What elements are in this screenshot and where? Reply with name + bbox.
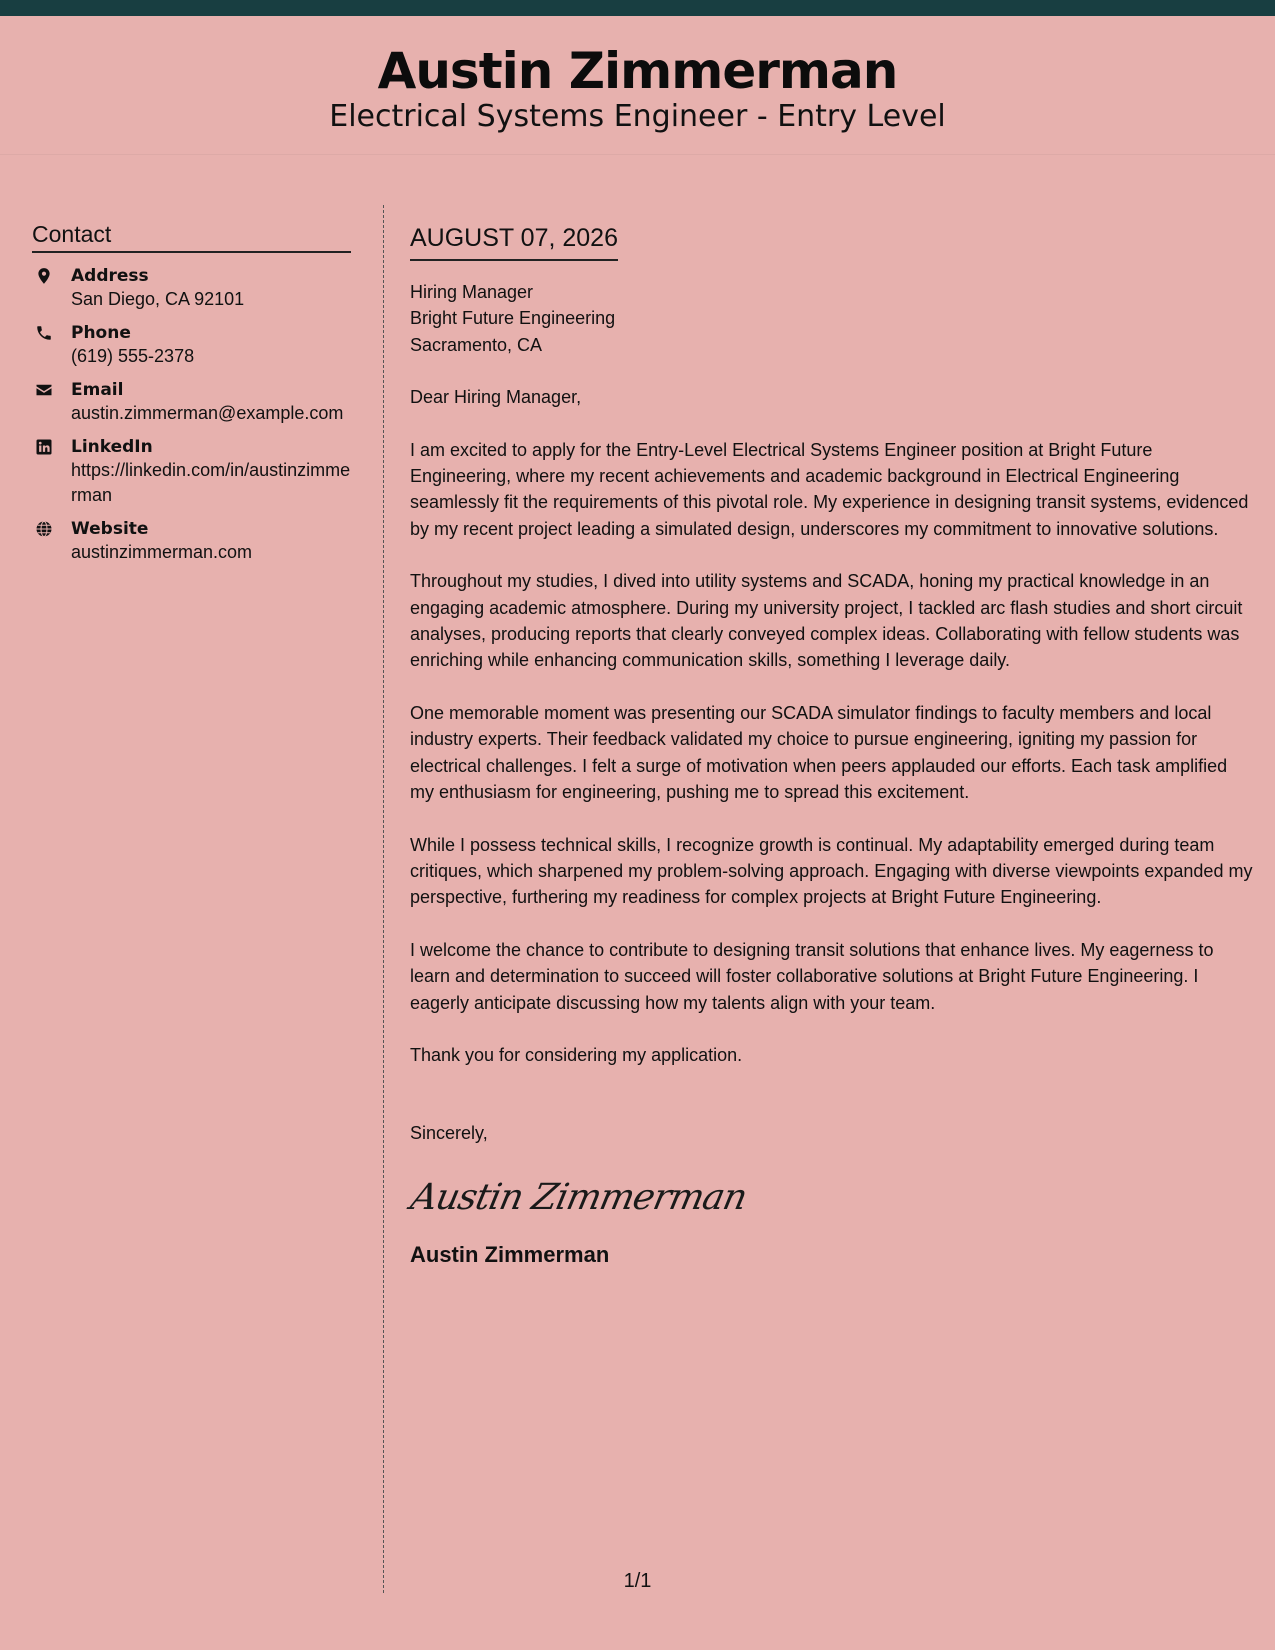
phone-icon [35, 324, 53, 342]
address-value: San Diego, CA 92101 [71, 289, 245, 309]
envelope-icon [35, 381, 53, 399]
contact-heading: Contact [32, 220, 351, 253]
recipient-title: Hiring Manager [410, 282, 534, 302]
body-paragraph: Throughout my studies, I dived into utility systems and SCADA, honing my practical knowledge in an engaging academic atmosphere. During my university project, I tackled arc flash studies and short circuit analyses, producing reports that clearly conveyed complex ideas. Collaborating with fellow students was enriching while enhancing communication skills, something I leverage daily. [410, 571, 1243, 671]
letter-date: AUGUST 07, 2026 [410, 222, 618, 261]
linkedin-label: LinkedIn [71, 437, 153, 457]
applicant-role: Electrical Systems Engineer - Entry Level [329, 99, 946, 134]
body-paragraph: While I possess technical skills, I recognize growth is continual. My adaptability emerged during team critiques, which sharpened my problem-solving approach. Engaging with diverse viewpoints expanded my perspective, furthering my readiness for complex projects at Bright Future Engineering. [410, 834, 1253, 908]
recipient-location: Sacramento, CA [410, 334, 543, 355]
top-accent-bar [0, 0, 1275, 16]
contact-phone [32, 322, 351, 369]
address-label: Address [71, 266, 149, 286]
contact-sidebar [32, 220, 351, 575]
email-label: Email [71, 380, 124, 400]
phone-label: Phone [71, 323, 131, 343]
applicant-name: Austin Zimmerman [377, 42, 898, 100]
column-divider [383, 205, 384, 1593]
contact-linkedin [32, 436, 351, 508]
contact-email [32, 379, 351, 426]
body-paragraph: One memorable moment was presenting our SCADA simulator findings to faculty members and local industry experts. Their feedback validated my choice to pursue engineering, igniting my passion for electrical challenges. I felt a surge of motivation when peers applauded our efforts. Each task amplified my enthusiasm for engineering, pushing me to spread this excitement. [410, 702, 1228, 803]
email-value[interactable]: austin.zimmerman@example.com [71, 403, 344, 423]
contact-address [32, 265, 351, 312]
handwritten-signature [407, 1167, 751, 1227]
map-pin-icon [35, 267, 53, 285]
linkedin-icon [35, 438, 53, 456]
resume-header [0, 16, 1275, 155]
contact-website [32, 518, 351, 565]
page-number: 1/1 [623, 1570, 652, 1592]
salutation: Dear Hiring Manager, [410, 387, 582, 408]
recipient-block [410, 279, 1253, 358]
contact-list [32, 265, 351, 565]
signature-text: Austin Zimmerman [407, 1175, 751, 1218]
linkedin-value[interactable]: https://linkedin.com/in/austinzimmerman [71, 460, 351, 505]
thank-you-line: Thank you for considering my application. [410, 1044, 743, 1065]
phone-value: (619) 555-2378 [71, 346, 195, 366]
globe-icon [35, 520, 53, 538]
body-paragraph: I welcome the chance to contribute to designing transit solutions that enhance lives. My eagerness to learn and determination to succeed will foster collaborative solutions at Bright Future Engineering. I eagerly anticipate discussing how my talents align with your team. [410, 939, 1214, 1013]
website-value[interactable]: austinzimmerman.com [71, 542, 253, 562]
website-label: Website [71, 519, 149, 539]
closing-line: Sincerely, [410, 1123, 488, 1144]
recipient-company: Bright Future Engineering [410, 308, 616, 329]
signer-name: Austin Zimmerman [410, 1241, 610, 1267]
cover-letter-body [407, 222, 1253, 1269]
body-paragraph: I am excited to apply for the Entry-Level Electrical Systems Engineer position at Bright Future Engineering, where my recent achievements and academic background in Electrical Engineering seamlessly fit the requirements of this pivotal role. My experience in designing transit systems, evidenced by my recent project leading a simulated design, underscores my commitment to innovative solutions. [410, 439, 1249, 539]
